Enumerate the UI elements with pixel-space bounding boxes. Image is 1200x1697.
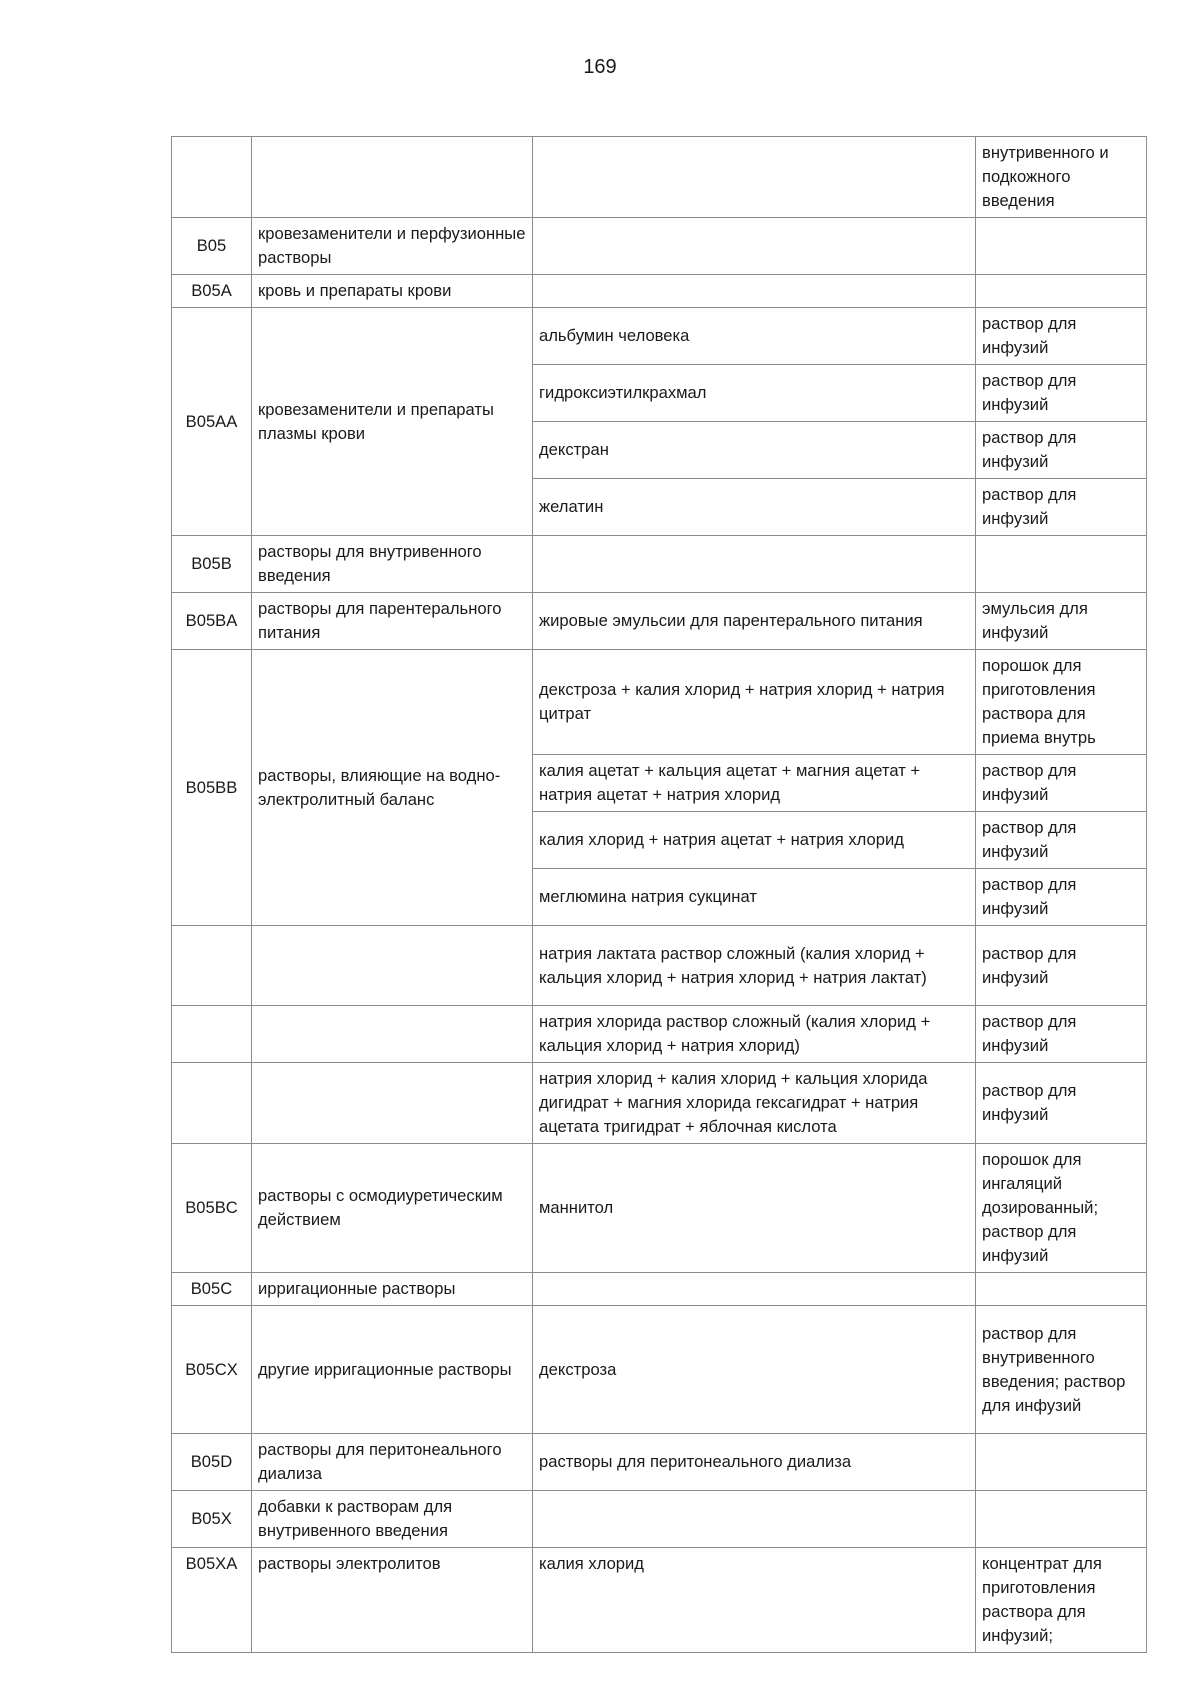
form-cell: концентрат для приготовления раствора для инфузий; (976, 1548, 1147, 1653)
atc-code-cell: B05BA (172, 593, 252, 650)
table-row (172, 1434, 1147, 1491)
form-cell: порошок для приготовления раствора для приема внутрь (976, 650, 1147, 755)
group-cell: растворы электролитов (252, 1548, 533, 1653)
drug-cell: натрия хлорида раствор сложный (калия хлорид + кальция хлорид + натрия хлорид) (533, 1006, 976, 1063)
atc-code-cell (172, 926, 252, 1006)
form-cell: раствор для инфузий (976, 755, 1147, 812)
form-cell (976, 1273, 1147, 1306)
atc-code-cell (172, 137, 252, 218)
form-cell: раствор для инфузий (976, 812, 1147, 869)
table-row (172, 137, 1147, 218)
group-cell: другие ирригационные растворы (252, 1306, 533, 1434)
form-cell: порошок для ингаляций дозированный; раствор для инфузий (976, 1144, 1147, 1273)
drug-cell: декстран (533, 422, 976, 479)
drug-cell: калия ацетат + кальция ацетат + магния ацетат + натрия ацетат + натрия хлорид (533, 755, 976, 812)
group-cell: кровезаменители и перфузионные растворы (252, 218, 533, 275)
group-cell: добавки к растворам для внутривенного введения (252, 1491, 533, 1548)
drug-cell (533, 1273, 976, 1306)
drug-cell (533, 1491, 976, 1548)
page-number: 169 (583, 56, 617, 78)
form-cell: раствор для инфузий (976, 869, 1147, 926)
group-cell: растворы для внутривенного введения (252, 536, 533, 593)
drug-cell: меглюмина натрия сукцинат (533, 869, 976, 926)
atc-code-cell: B05CX (172, 1306, 252, 1434)
drug-cell: натрия лактата раствор сложный (калия хлорид + кальция хлорид + натрия хлорид + натрия лактат) (533, 926, 976, 1006)
table-row (172, 1063, 1147, 1144)
table-row (172, 218, 1147, 275)
drug-cell: жировые эмульсии для парентерального питания (533, 593, 976, 650)
form-cell: эмульсия для инфузий (976, 593, 1147, 650)
form-cell: раствор для инфузий (976, 365, 1147, 422)
atc-code-cell: B05C (172, 1273, 252, 1306)
form-cell: раствор для внутривенного введения; раствор для инфузий (976, 1306, 1147, 1434)
atc-code-cell (172, 1006, 252, 1063)
atc-code-cell: B05D (172, 1434, 252, 1491)
table-row (172, 593, 1147, 650)
atc-code-cell (172, 1063, 252, 1144)
atc-code-cell: B05 (172, 218, 252, 275)
form-cell: раствор для инфузий (976, 308, 1147, 365)
table-row (172, 1491, 1147, 1548)
drug-cell (533, 137, 976, 218)
atc-code-cell: B05X (172, 1491, 252, 1548)
group-cell (252, 1006, 533, 1063)
table-row (172, 650, 1147, 755)
group-cell: растворы с осмодиуретическим действием (252, 1144, 533, 1273)
group-cell: кровь и препараты крови (252, 275, 533, 308)
form-cell: раствор для инфузий (976, 422, 1147, 479)
group-cell (252, 137, 533, 218)
drug-cell (533, 275, 976, 308)
drug-cell: калия хлорид + натрия ацетат + натрия хлорид (533, 812, 976, 869)
table-row (172, 1306, 1147, 1434)
form-cell: раствор для инфузий (976, 1063, 1147, 1144)
table-row (172, 1548, 1147, 1653)
drug-cell: декстроза (533, 1306, 976, 1434)
atc-code-cell: B05BC (172, 1144, 252, 1273)
table-row (172, 1144, 1147, 1273)
form-cell (976, 275, 1147, 308)
atc-code-cell: B05A (172, 275, 252, 308)
drug-cell: растворы для перитонеального диализа (533, 1434, 976, 1491)
form-cell: внутривенного и подкожного введения (976, 137, 1147, 218)
group-cell (252, 1063, 533, 1144)
drug-cell: маннитол (533, 1144, 976, 1273)
form-cell (976, 536, 1147, 593)
group-cell: растворы для парентерального питания (252, 593, 533, 650)
group-cell: растворы, влияющие на водно-электролитный баланс (252, 650, 533, 926)
table-row (172, 536, 1147, 593)
drug-cell: калия хлорид (533, 1548, 976, 1653)
atc-code-cell: B05BB (172, 650, 252, 926)
form-cell: раствор для инфузий (976, 479, 1147, 536)
atc-code-cell: B05B (172, 536, 252, 593)
drug-cell: гидроксиэтилкрахмал (533, 365, 976, 422)
drug-cell: желатин (533, 479, 976, 536)
atc-code-cell: B05XA (172, 1548, 252, 1653)
table-row (172, 926, 1147, 1006)
group-cell (252, 926, 533, 1006)
drug-cell: декстроза + калия хлорид + натрия хлорид + натрия цитрат (533, 650, 976, 755)
drug-cell: альбумин человека (533, 308, 976, 365)
form-cell (976, 1491, 1147, 1548)
drug-table (171, 136, 1147, 1653)
drug-cell (533, 218, 976, 275)
group-cell: ирригационные растворы (252, 1273, 533, 1306)
form-cell (976, 218, 1147, 275)
atc-code-cell: B05AA (172, 308, 252, 536)
table-row (172, 1273, 1147, 1306)
form-cell: раствор для инфузий (976, 1006, 1147, 1063)
group-cell: кровезаменители и препараты плазмы крови (252, 308, 533, 536)
group-cell: растворы для перитонеального диализа (252, 1434, 533, 1491)
table-row (172, 1006, 1147, 1063)
drug-cell: натрия хлорид + калия хлорид + кальция хлорида дигидрат + магния хлорида гексагидрат + натрия ацетата тригидрат + яблочная кислота (533, 1063, 976, 1144)
form-cell: раствор для инфузий (976, 926, 1147, 1006)
table-row (172, 308, 1147, 365)
drug-cell (533, 536, 976, 593)
form-cell (976, 1434, 1147, 1491)
table-row (172, 275, 1147, 308)
